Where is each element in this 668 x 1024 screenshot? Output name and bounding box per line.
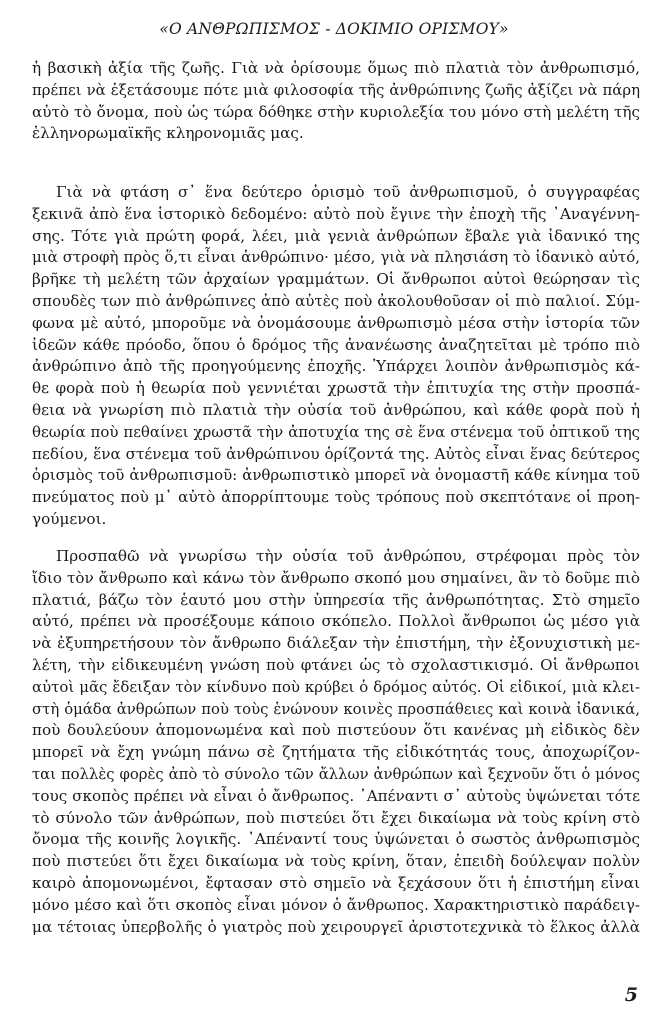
text-line: Γιὰ νὰ φτάση σ᾽ ἕνα δεύτερο ὁρισμὸ τοῦ ἀνθρωπισμοῦ, ὁ συγγραφέας [56, 183, 640, 201]
text-line: σπουδὲς των πιὸ ἀνθρώπινες ἀπὸ αὐτὲς ποὺ ἀκολουθοῦσαν οἱ πιὸ παλιοί. Σύμ- [32, 291, 640, 310]
text-line: ἑλληνορωμαϊκῆς κληρονομιᾶς μας. [32, 124, 304, 143]
text-line: στὴ ὁμάδα ἀνθρώπων ποὺ τοὺς ἑνώνουν κοινὲς προσπάθειες καὶ κοινὰ ἰδανικά, [32, 700, 640, 718]
text-line: φωνα μὲ αὐτό, μποροῦμε νὰ ὀνομάσουμε ἀνθρωπισμὸ μέσα στὴν ἱστορία τῶν [32, 313, 640, 332]
text-line: ποὺ δουλεύουν ἀπομονωμένα καὶ ποὺ πιστεύουν ὅτι κανένας μὴ εἰδικὸς δὲν [32, 721, 640, 740]
text-line: μιὰ στροφὴ πρὸς ὅ,τι εἶναι ἀνθρώπινο· μέσο, γιὰ νὰ πλησιάση τὸ ἰδανικὸ αὐτό, [32, 248, 640, 267]
text-line: ξεκινᾶ ἀπὸ ἕνα ἱστορικὸ δεδομένο: αὐτὸ ποὺ ἔγινε τὴν ἐποχὴ τῆς ᾽Αναγέννη- [32, 204, 640, 223]
page-number: 5 [624, 984, 638, 1006]
text-line: τους σκοπὸς πρέπει νὰ εἶναι ὁ ἄνθρωπος. ᾽Απέναντι σ᾽ αὐτοὺς ὑψώνεται τότε [32, 786, 640, 805]
text-line: ἀνθρώπινο ἀπὸ τῆς προηγούμενης ἐποχῆς. Ὑπάρχει λοιπὸν ἀνθρωπισμὸς κά- [32, 357, 640, 376]
text-line: πνεύματος ποὺ μ᾽ αὐτὸ ἀπορρίπτουμε τοὺς τρόπους ποὺ σκεπτότανε οἱ προη- [32, 488, 640, 507]
text-line: ἰδεῶν κάθε πρόοδο, ὅπου ὁ δρόμος τῆς ἀνανέωσης ἀναζητεῖται μὲ τρόπο πιὸ [32, 335, 640, 354]
text-line: μα τέτοιας ὑπερβολῆς ὁ γιατρὸς ποὺ χειρουργεῖ ἀριστοτεχνικὰ τὸ ἕλκος ἀλλὰ [32, 917, 640, 936]
text-line: αὐτοὶ μᾶς ἔδειξαν τὸν κίνδυνο ποὺ κρύβει ὁ δρόμος αὐτός. Οἱ εἰδικοί, μιὰ κλει- [32, 677, 640, 696]
text-line: αὐτό, πρέπει νὰ προσέξουμε κάποιο σκόπελο. Πολλοὶ ἄνθρωποι ὡς μέσο γιὰ [32, 612, 640, 631]
text-line: σης. Τότε γιὰ πρώτη φορά, λέει, μιὰ γενιὰ ἀνθρώπων ἔβαλε γιὰ ἰδανικό της [32, 226, 640, 245]
paragraph-2 [32, 182, 640, 531]
text-line: ὁρισμὸς τοῦ ἀνθρωπισμοῦ: ἀνθρωπιστικὸ μπορεῖ νὰ ὀνομαστῆ κάθε κίνημα τοῦ [32, 466, 640, 485]
text-line: θε φορὰ ποὺ ἡ θεωρία ποὺ γεννιέται χρωστᾶ τὴν ἐπιτυχία της στὴν προσπά- [32, 379, 640, 398]
text-line: γούμενοι. [32, 509, 107, 528]
text-line: πεδίου, ἕνα στένεμα τοῦ ἀνθρώπινου ὁρίζοντά της. Αὐτὸς εἶναι ἕνας δεύτερος [32, 444, 640, 463]
text-line: βρῆκε τὴ μελέτη τῶν ἀρχαίων γραμμάτων. Οἱ ἄνθρωποι αὐτοὶ θεώρησαν τὶς [32, 270, 640, 289]
text-line: λέτη, τὴν εἰδικευμένη γνώση ποὺ φτάνει ὡς τὸ σχολαστικισμό. Οἱ ἄνθρωποι [32, 655, 640, 674]
text-line: ἴδιο τὸν ἄνθρωπο καὶ κάνω τὸν ἄνθρωπο σκοπό μου σημαίνει, ἂν τὸ δοῦμε πιὸ [32, 568, 640, 587]
text-line: ἡ βασικὴ ἀξία τῆς ζωῆς. Γιὰ νὰ ὁρίσουμε ὅμως πιὸ πλατιὰ τὸν ἀνθρωπισμό, [32, 59, 640, 77]
text-line: ὄνομα τῆς κοινῆς λογικῆς. ᾽Απέναντί τους ὑψώνεται ὁ σωστὸς ἀνθρωπισμὸς [32, 830, 640, 849]
text-line: καιρὸ ἀπομονωμένοι, ἔφτασαν στὸ σημεῖο νὰ ξεχάσουν ὅτι ἡ ἐπιστήμη εἶναι [32, 873, 640, 892]
text-line: πλατιά, βάζω τὸν ἑαυτό μου στὴν ὑπηρεσία τῆς ἀνθρωπότητας. Στὸ σημεῖο [32, 590, 640, 609]
text-line: νὰ ἐξυπηρετήσουν τὸν ἄνθρωπο διάλεξαν τὴν ἐπιστήμη, τὴν ἐξονυχιστικὴ με- [32, 634, 640, 653]
text-line: ποὺ πιστεύει ὅτι ἔχει δικαίωμα νὰ τοὺς κρίνη, ὅταν, ἐπειδὴ δούλεψαν πολὺν [32, 852, 640, 871]
text-line: τὸ σύνολο τῶν ἀνθρώπων, ποὺ πιστεύει ὅτι ἔχει δικαίωμα νὰ τοὺς κρίνη στὸ [32, 808, 640, 827]
text-line: θεωρία ποὺ πεθαίνει χρωστᾶ τὴν ἀποτυχία της σὲ ἕνα στένεμα τοῦ ὀπτικοῦ της [32, 422, 640, 441]
text-line: Προσπαθῶ νὰ γνωρίσω τὴν οὐσία τοῦ ἀνθρώπου, στρέφομαι πρὸς τὸν [56, 547, 640, 565]
text-line: μπορεῖ νὰ ἔχη γνώμη πάνω σὲ ζητήματα τῆς εἰδικότητάς τους, ἀποχωρίζον- [32, 743, 640, 762]
paragraph-3 [32, 546, 640, 938]
paragraph-1 [32, 58, 640, 145]
text-line: ται πολλὲς φορὲς ἀπὸ τὸ σύνολο τῶν ἄλλων ἀνθρώπων καὶ ξεχνοῦν ὅτι ὁ μόνος [32, 765, 640, 783]
text-line: μόνο μέσο καὶ ὅτι σκοπὸς εἶναι μόνον ὁ ἄνθρωπος. Χαρακτηριστικὸ παράδειγ- [32, 895, 640, 914]
text-line: αὐτὸ τὸ ὄνομα, ποὺ ὡς τώρα δόθηκε στὴν κυριολεξία του μόνο στὴ μελέτη τῆς [32, 102, 640, 121]
text-line: πρέπει νὰ ἐξετάσουμε πότε μιὰ φιλοσοφία τῆς ἀνθρώπινης ζωῆς ἀξίζει νὰ πάρη [32, 80, 640, 99]
text-line: θεια νὰ γνωρίση πιὸ πλατιὰ τὴν οὐσία τοῦ ἀνθρώπου, καὶ κάθε φορὰ ποὺ ἡ [32, 400, 640, 419]
running-header: «Ο ΑΝΘΡΩΠΙΣΜΟΣ - ΔΟΚΙΜΙΟ ΟΡΙΣΜΟΥ» [159, 20, 509, 38]
